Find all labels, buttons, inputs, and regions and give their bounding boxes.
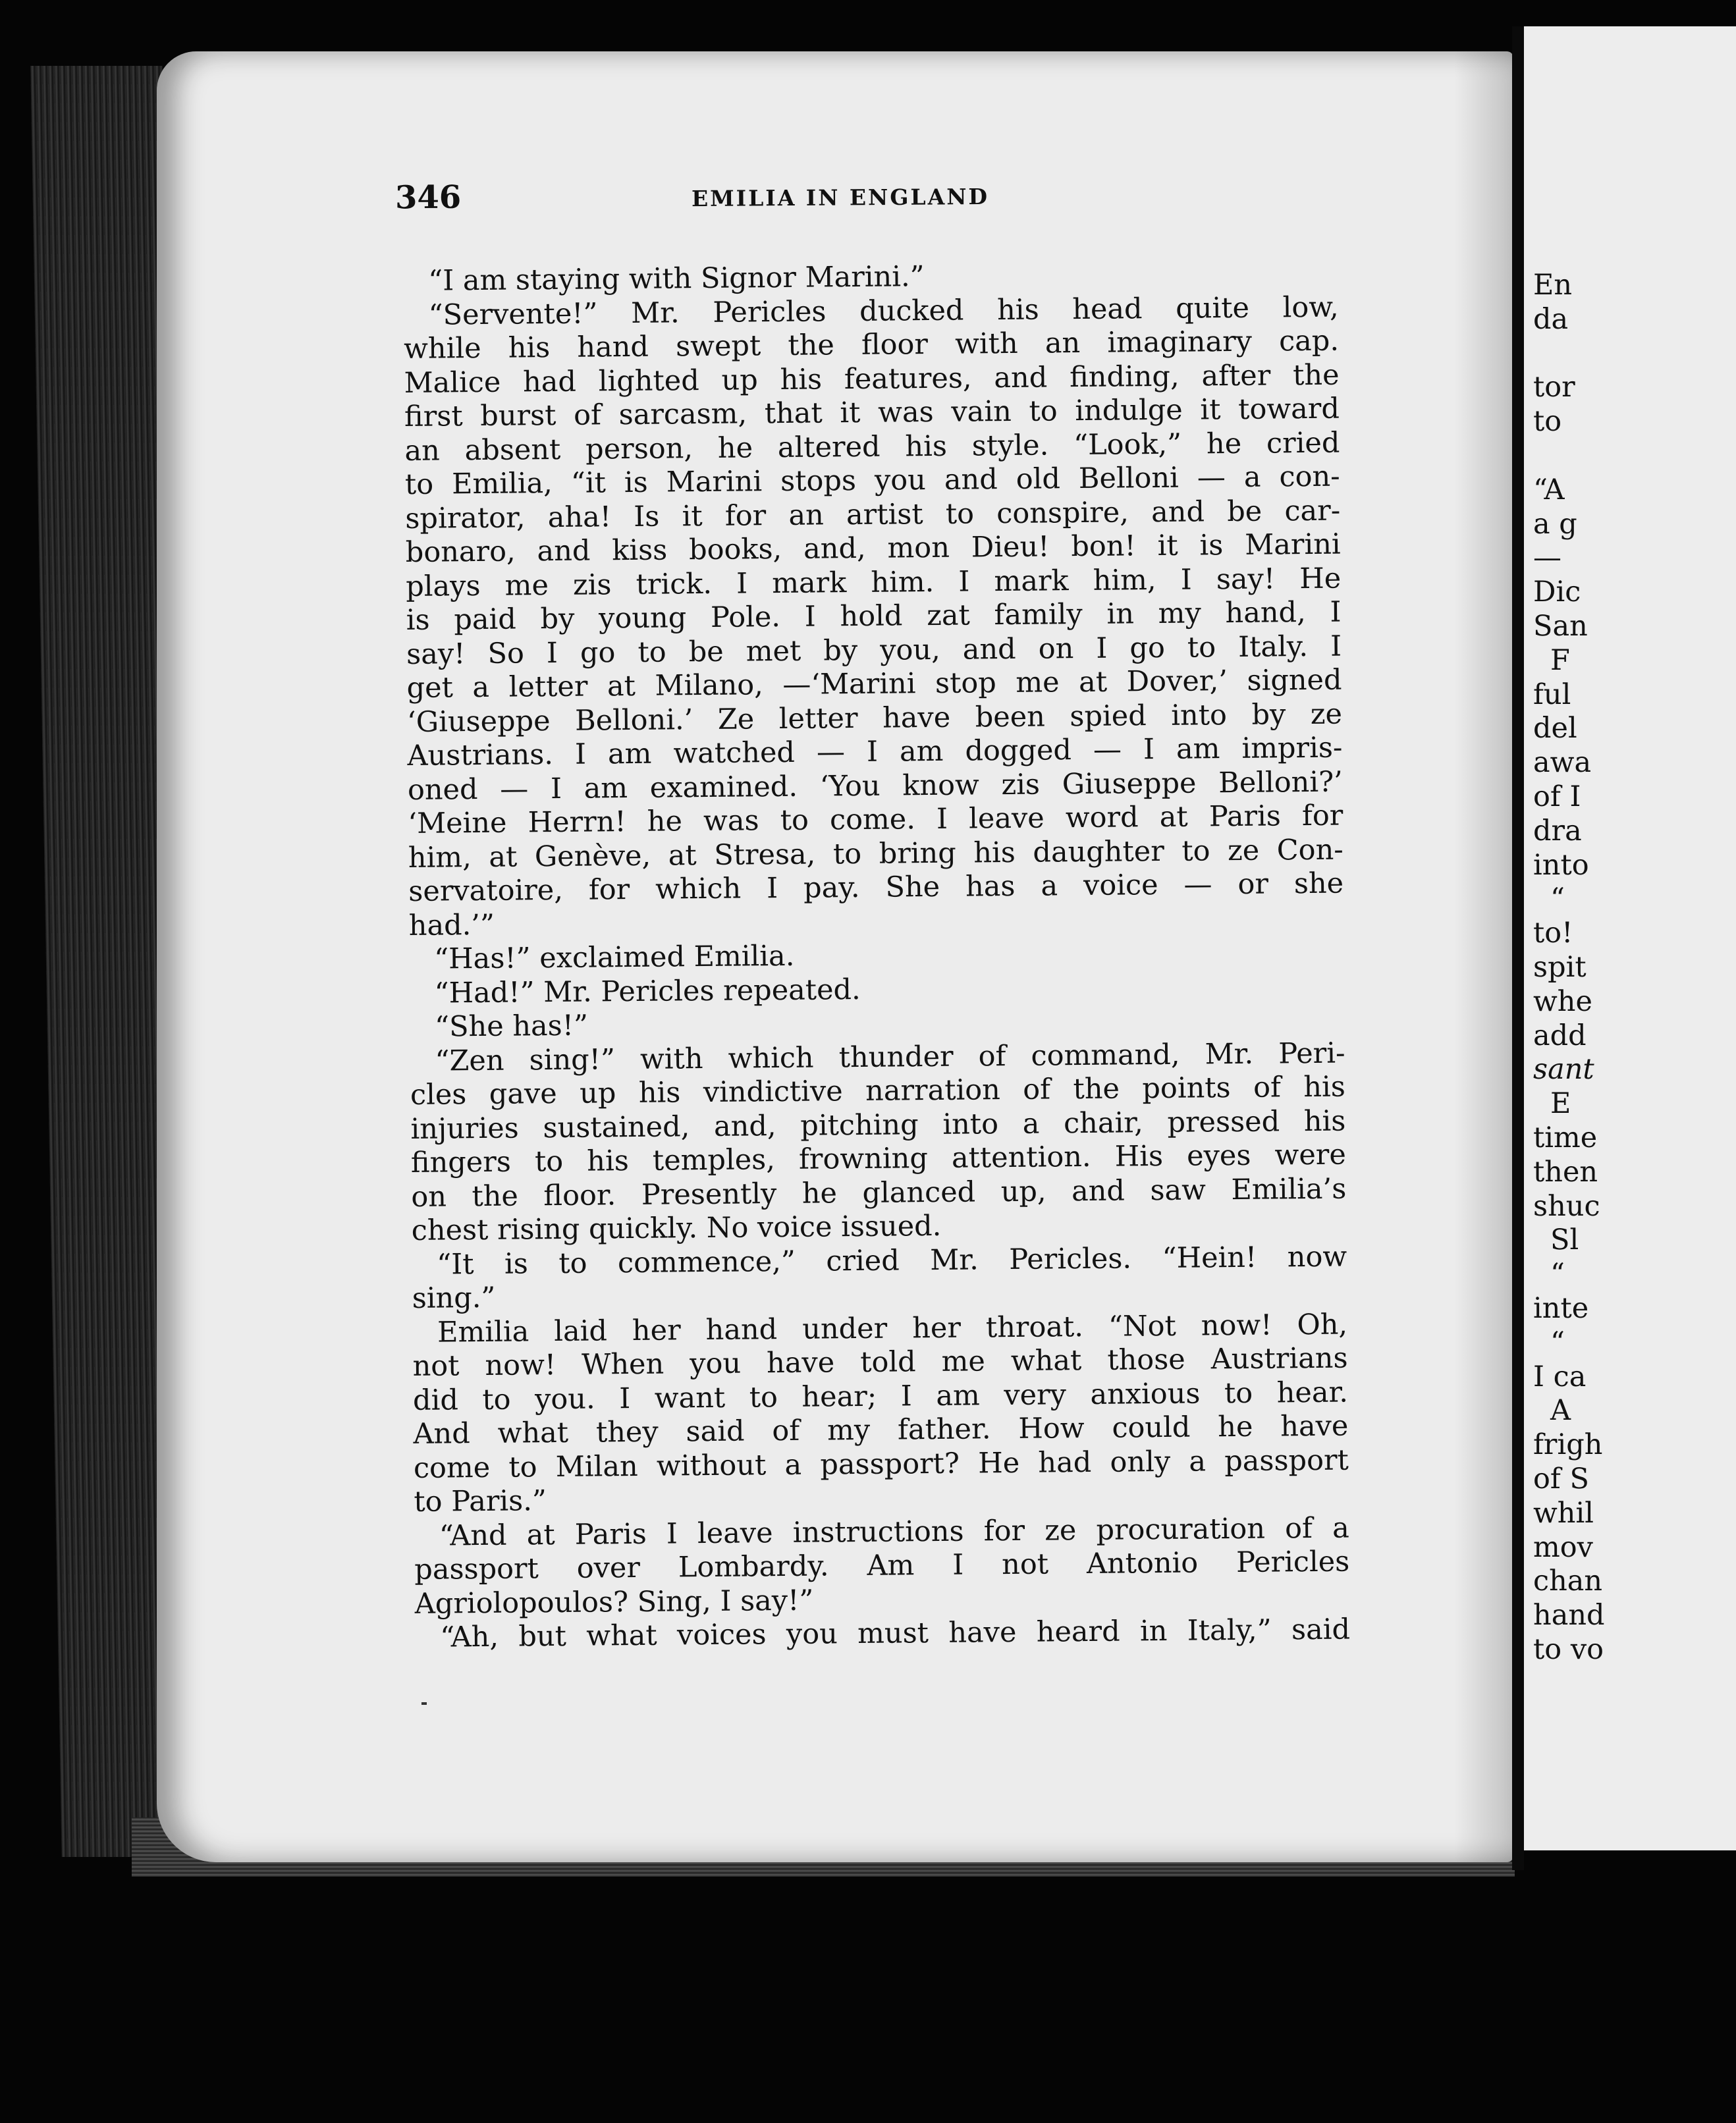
book-gutter <box>1512 26 1524 1870</box>
text-line: on the floor. Presently he glanced up, and saw Emilia’s <box>411 1172 1347 1214</box>
right-page-fragment: to <box>1533 405 1562 439</box>
right-page-fragment: chan <box>1533 1565 1603 1598</box>
text-line: not now! When you have told me what those Austrians <box>412 1341 1348 1383</box>
text-line: “I am staying with Signor Marini.” <box>427 260 925 298</box>
right-page-fragment: En <box>1533 269 1573 302</box>
right-page-fragment: to vo <box>1533 1633 1604 1666</box>
right-page-fragment: spit <box>1533 951 1587 984</box>
text-line: first burst of sarcasm, that it was vain to indulge it toward <box>404 392 1340 433</box>
body-text <box>403 257 1350 1655</box>
text-line: “Zen sing!” with which thunder of command, Mr. Peri- <box>435 1036 1345 1078</box>
text-line: come to Milan without a passport? He had only a passport <box>413 1443 1349 1485</box>
right-page-fragment: — <box>1533 541 1561 575</box>
text-line: did to you. I want to hear; I am very anxious to hear. <box>412 1376 1349 1417</box>
right-page-fragment: whe <box>1533 984 1592 1018</box>
text-line: “Had!” Mr. Pericles repeated. <box>434 973 861 1010</box>
right-page-fragment: hand <box>1533 1599 1605 1632</box>
right-page-fragment: mov <box>1533 1530 1593 1564</box>
right-page-fragment: I ca <box>1533 1360 1587 1393</box>
right-page-fragment: shuc <box>1533 1189 1600 1223</box>
text-line: plays me zis trick. I mark him. I mark him, I say! He <box>406 562 1342 603</box>
text-line: sing.” <box>412 1281 496 1315</box>
right-page-fragment: time <box>1533 1121 1598 1154</box>
text-line: is paid by young Pole. I hold zat family in my hand, I <box>406 595 1342 637</box>
right-page-fragment: dra <box>1533 814 1582 847</box>
right-page-fragment: to! <box>1533 917 1573 950</box>
text-line: Emilia laid her hand under her throat. “Not now! Oh, <box>437 1308 1348 1349</box>
right-page-fragment: inte <box>1533 1292 1589 1325</box>
right-page-fragment: a g <box>1533 507 1577 541</box>
right-page-fragment: sant <box>1533 1053 1594 1087</box>
right-page <box>1524 26 1736 1850</box>
text-line: him, at Genève, at Stresa, to bring his daughter to ze Con- <box>408 833 1344 874</box>
right-page-fragment: ful <box>1533 678 1571 711</box>
right-page-fragment: F <box>1550 643 1570 677</box>
right-page-fragment: E <box>1550 1087 1571 1121</box>
text-line: “Ah, but what voices you must have heard in Italy,” said <box>439 1613 1351 1654</box>
text-line: to Emilia, “it is Marini stops you and old Belloni — a con- <box>404 460 1340 501</box>
text-line: chest rising quickly. No voice issued. <box>411 1209 942 1247</box>
text-line: ‘Giuseppe Belloni.’ Ze letter have been spied into by ze <box>406 697 1343 739</box>
right-page-fragment: whil <box>1533 1496 1594 1530</box>
page-number: 346 <box>394 178 462 217</box>
text-line: get a letter at Milano, —‘Marini stop me at Dover,’ signed <box>406 663 1342 705</box>
text-line: cles gave up his vindictive narration of the points of his <box>410 1070 1346 1112</box>
right-page-fragment: “A <box>1533 473 1565 506</box>
text-line: injuries sustained, and, pitching into a chair, pressed his <box>410 1104 1346 1146</box>
text-line: say! So I go to be met by you, and on I go to Italy. I <box>406 630 1342 671</box>
text-line: bonaro, and kiss books, and, mon Dieu! bon! it is Marini <box>405 527 1341 569</box>
text-line: Austrians. I am watched — I am dogged — I am impris- <box>407 731 1343 772</box>
right-page-fragment: add <box>1533 1019 1587 1052</box>
right-page-fragment: da <box>1533 302 1569 336</box>
text-line: “She has!” <box>434 1009 589 1044</box>
right-page-fragment: into <box>1533 848 1589 882</box>
right-page-fragment: tor <box>1533 371 1575 404</box>
right-page-fragment: del <box>1533 712 1577 745</box>
text-line: passport over Lombardy. Am I not Antonio Pericles <box>414 1545 1350 1586</box>
right-page-fragment: San <box>1533 610 1588 643</box>
right-page-fragment: “ <box>1550 1326 1565 1359</box>
right-page-fragment: “ <box>1550 882 1565 916</box>
right-page-fragment: of S <box>1533 1463 1589 1495</box>
text-line: to Paris.” <box>414 1484 547 1518</box>
text-line: fingers to his temples, frowning attention. His eyes were <box>410 1138 1347 1179</box>
text-line: while his hand swept the floor with an imaginary cap. <box>403 324 1340 365</box>
text-line: “Has!” exclaimed Emilia. <box>433 939 795 976</box>
right-page-fragment: of I <box>1533 780 1581 813</box>
right-page-fragment: frigh <box>1533 1428 1603 1462</box>
right-page-fragment: “ <box>1550 1258 1565 1291</box>
text-line: servatoire, for which I pay. She has a voice — or she <box>408 867 1344 908</box>
right-page-fragment: then <box>1533 1155 1598 1189</box>
right-page-fragment: Dic <box>1533 576 1581 609</box>
text-line: “And at Paris I leave instructions for ze procuration of a <box>439 1511 1349 1553</box>
text-line: had.’” <box>408 908 495 942</box>
text-line: “It is to commence,” cried Mr. Pericles. “Hein! now <box>437 1240 1347 1281</box>
text-line: And what they said of my father. How could he have <box>413 1409 1349 1451</box>
text-line: Agriolopoulos? Sing, I say!” <box>414 1584 814 1621</box>
running-title: EMILIA IN ENGLAND <box>691 183 990 212</box>
right-page-fragment: A <box>1550 1394 1571 1428</box>
text-line: spirator, aha! Is it for an artist to conspire, and be car- <box>405 494 1341 535</box>
right-page-fragment: awa <box>1533 746 1592 780</box>
right-page-fragment: Sl <box>1550 1223 1579 1257</box>
text-line: Malice had lighted up his features, and finding, after the <box>404 358 1340 400</box>
text-line: “Servente!” Mr. Pericles ducked his head quite low, <box>428 290 1339 332</box>
text-line: an absent person, he altered his style. “Look,” he cried <box>404 426 1340 468</box>
text-line: oned — I am examined. ‘You know zis Giuseppe Belloni?’ <box>407 765 1343 807</box>
ink-speck <box>421 1702 427 1705</box>
text-line: ‘Meine Herrn! he was to come. I leave word at Paris for <box>408 799 1343 840</box>
